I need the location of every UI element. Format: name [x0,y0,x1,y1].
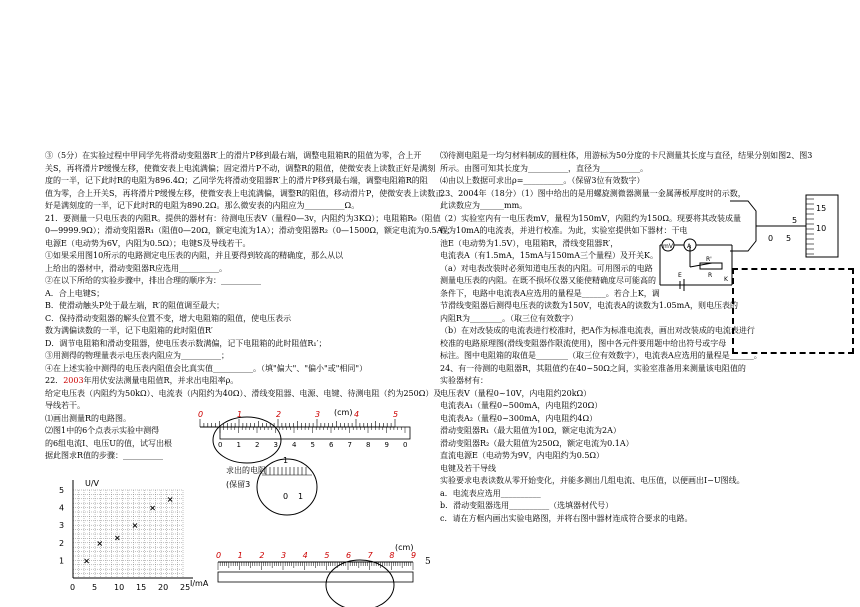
graph-ytick-label: 2 [59,538,65,548]
caliper1-vernier-tick: 8 [366,441,371,449]
left-line: 导线若干。 [45,401,85,410]
caliper2-main-tick: 1 [237,551,243,560]
caliper1-vernier-tick: 0 [403,441,408,449]
graph-xtick-label: 0 [70,583,76,592]
right-line: 池E（电动势为1.5V），电阻箱R，滑线变阻器R′， [440,238,619,248]
graph-xtick-label: 5 [92,583,98,592]
graph-xlabel: I/mA [190,579,209,588]
left-line: ②在以下所给的实验步骤中，排出合理的顺序为：__________ [45,276,261,285]
left-line: 好是满刻度的一半，记下此时R的电阻为890.2Ω。那么微安表的内阻应为__________Ω。 [45,201,360,210]
right-line: 校准的电路原理图(滑线变阻器作限流使用)，图中各元件要用题中给出符号或字母 [440,338,727,348]
page-number: 5 [425,557,431,567]
caliper1-vernier-tick: 4 [292,441,297,449]
circuit-label: E [678,272,682,279]
caliper1-main-tick: 3 [315,410,321,419]
caliper-figure-1 [190,405,420,510]
right-line: （a）对电表改装时必须知道电压表的内阻。可用图示的电路 [440,263,653,273]
graph-data-point: × [96,538,104,548]
graph-ytick-label: 5 [59,486,65,495]
right-line: （b）在对改装成的电流表进行校准时，把A作为标准电流表，画出对改装成的电流表进行 [440,326,755,335]
right-line: 条件下，电路中电流表A应选用的量程是______。若合上K，调 [440,288,660,298]
right-line: 标注。图中电阻箱的取值是________（取三位有效数字），电流表A应选用的量程是______。 [440,351,762,360]
graph-xtick-label: 25 [180,583,191,592]
micrometer-tick: 5 [786,234,792,243]
right-line: 测量电压表的内阻。在既不损坏仪器又能使精确度尽可能高的 [440,276,656,285]
right-line: ⑶待测电阻是一均匀材料制成的圆柱体，用游标为50分度的卡尺测量其长度与直径，结果分别如图2、图3 [440,151,813,160]
caliper-figure-2 [210,540,425,607]
caliper1-vernier-tick: 2 [255,441,260,449]
right-line: 23、2004年（18分）（1）图中给出的是用螺旋测微器测量一金属薄板厚度时的示数， [440,188,746,198]
left-line: ④在上述实验中测得的电压表内阻值会比真实值__________。（填"偏大"、"偏小"或"相同"） [45,363,368,373]
caliper1-main-tick: 0 [198,410,204,419]
graph-xtick-label: 10 [114,583,125,592]
caliper1-vernier-tick: 6 [329,441,334,449]
graph-data-point: × [131,521,139,531]
right-line: 内阻R为________。（取三位有效数字） [440,313,579,323]
micrometer-tick: 0 [768,234,774,243]
caliper2-main-tick: 3 [281,551,287,560]
right-line: 节滑线变阻器后测得电压表的读数为150V，电流表A的读数为1.05mA，则电压表的 [440,301,738,310]
micrometer-tick: 15 [816,204,827,213]
caliper1-main-tick: 1 [237,410,243,419]
left-line: B．使滑动触头P处于最左端，R′的阻值调至最大； [45,301,225,310]
left-line: A．合上电键S； [45,288,105,298]
caliper1-main-tick: 2 [276,410,282,419]
left-line: 关S，再将滑片P缓慢左移，使微安表上电流满偏；固定滑片P不动，调整R的阻值，使微安表上读数正好是满刻 [45,163,436,173]
graph-xtick-label: 20 [158,583,169,592]
left-line: ③（5分）在实验过程中甲同学先将滑动变阻器R′上的滑片P移到最右端，调整电阻箱R的阻值为零，合上开 [45,151,422,160]
left-line: ③用测得的物理量表示电压表内阻应为__________； [45,351,229,360]
left-line: 据此图求R值的步骤：__________ [45,451,164,460]
micrometer-tick: 5 [792,216,798,225]
right-line: （2）实验室内有一电压表mV，量程为150mV，内阻约为150Ω。现要将其改装成量 [440,213,741,223]
caliper2-unit: (cm) [395,543,414,552]
caliper2-main-tick: 9 [411,551,417,560]
caliper2-main-tick: 5 [324,551,330,560]
left-line: 22．2003年用伏安法测量电阻值R，并求出电阻率ρ。 [45,376,239,385]
caliper1-caption2: (保留3 [226,480,251,489]
right-line: 程为10mA的电流表，并进行校准。为此，实验室提供如下器材：干电 [440,226,688,235]
caliper2-zoom-circle [326,560,394,607]
graph-xtick-label: 15 [136,583,147,592]
caliper2-main-tick: 4 [302,551,308,560]
answer-box [732,268,854,354]
caliper2-main-tick: 0 [216,551,222,560]
right-line: 实验器材有： [440,376,488,385]
caliper1-caption: 求出的电阻 [226,466,266,475]
circuit-label: R' [706,256,712,263]
circuit-label: K [724,276,728,283]
right-line: 滑动变阻器R₂（最大阻值为250Ω，额定电流为0.1A） [440,438,634,448]
left-line: ⑴画出测量R的电路图。 [45,413,132,423]
left-line: 度的一半，记下此时R的电阻为896.4Ω；乙同学先将滑动变阻器R′上的滑片P移到最右端，调整电阻箱R的阻 [45,176,428,185]
left-line: 0—9999.9Ω）；滑动变阻器R₁（阻值0—20Ω，额定电流为1A）；滑动变阻器R₂（0—1500Ω，额定电流为0.5A）； [45,226,455,235]
graph-data-point: × [114,533,121,543]
left-line: C．保持滑动变阻器的解头位置不变，增大电阻箱的阻值，使电压表示 [45,313,292,323]
left-line: 值为零，合上开关S，再将滑片P缓慢左移，使微安表上电流满偏，调整R的阻值，移动滑片P，使微安表上读数正 [45,188,444,198]
caliper2-main-tick: 6 [346,551,352,560]
right-line: 电流表A₂（量程0~300mA，内电阻约4Ω） [440,413,598,423]
graph-data-point: × [149,503,156,513]
caliper2-main-tick: 7 [367,551,373,560]
caliper1-vernier-tick: 7 [347,441,352,449]
micrometer-tick: 10 [816,224,827,233]
right-line: 电流表A（有1.5mA，15mA与150mA三个量程）及开关K。 [440,251,659,260]
caliper1-main-tick: 5 [393,410,399,419]
caliper1-vernier-tick: 5 [310,441,315,449]
graph-ytick-label: 3 [59,521,65,531]
caliper1-vernier-tick: 1 [236,441,241,449]
left-line: 电源E（电动势为6V，内阻为0.5Ω）；电键S及导线若干。 [45,238,251,248]
ui-graph-figure [55,478,209,607]
graph-data-point: × [166,494,174,504]
left-line: 上给出的器材中，滑动变阻器R应选用__________。 [45,263,228,273]
left-line: ①如果采用图10所示的电路测定电压表的内阻，并且要得到较高的精确度，那么从以 [45,251,344,260]
graph-ytick-label: 4 [59,503,65,513]
right-line: 电键及若干导线 [440,463,496,473]
micrometer-figure [728,193,843,258]
graph-data-point: × [83,556,90,566]
left-line: 数为满偏读数的一半，记下电阻箱的此时阻值R′ [45,326,213,335]
right-line: 所示。由图可知其长度为__________，直径为__________。 [440,163,648,173]
graph-ytick-label: 1 [59,556,65,566]
left-line: ⑵图1中的6个点表示实验中测得 [45,426,160,435]
caliper1-vernier-tick: 3 [273,441,278,449]
right-line: 24、有一待测的电阻器R，其阻值约在40~50Ω之间，实验室准备用来测量该电阻值的 [440,363,746,373]
right-line: a．电流表应选用__________ [440,488,541,498]
circuit-label: mV [663,243,673,250]
right-line: 实验要求电表读数从零开始变化，并能多测出几组电流、电压值，以便画出I−U图线。 [440,476,745,485]
left-line: D．调节电阻箱和滑动变阻器，使电压表示数满偏，记下电阻箱的此时阻值R₁′； [45,338,327,348]
circuit-label: A [687,243,692,250]
right-line: 直流电源E（电动势为9V，内电阻约为0.5Ω） [440,451,605,460]
right-line: 电流表A₁（量程0~500mA，内电阻约20Ω） [440,401,603,410]
right-line: 滑动变阻器R₁（最大阻值为10Ω，额定电流为2A） [440,426,621,435]
caliper1-vernier-tick: 0 [218,441,223,449]
right-line: b．滑动变阻器选用__________（选填器材代号） [440,501,614,510]
left-line: 21．要测量一只电压表的内阻R。提供的器材有：待测电压表V（量程0—3v，内阻约为3KΩ）；电阻箱R₀（阻值 [45,213,441,223]
graph-ylabel: U/V [85,479,100,488]
caliper2-main-tick: 8 [389,551,395,560]
caliper1-unit: (cm) [334,408,353,417]
caliper1-vernier-tick: 9 [384,441,389,449]
right-line: ⑷由以上数据可求出ρ=__________。（保留3位有效数字） [440,176,645,185]
caliper1-zoom-tick: 1 [298,492,304,501]
right-line: 电压表V（量程0~10V，内电阻约20kΩ） [440,388,592,398]
right-line: 此读数应为______mm。 [440,201,528,210]
caliper1-zoom-tick: 0 [283,492,289,501]
circuit-figure [650,235,740,295]
left-line: 给定电压表（内阻约为50kΩ）、电流表（内阻约为40Ω）、滑线变阻器、电源、电键、待测电阻（约为250Ω）及 [45,388,442,398]
right-line: c．请在方框内画出实验电路图，并将右图中器材连成符合要求的电路。 [440,513,693,523]
left-line: 的6组电流I、电压U的值，试写出根 [45,438,172,448]
caliper1-main-tick: 4 [354,410,360,419]
caliper2-main-tick: 2 [259,551,265,560]
circuit-label: R [708,272,713,279]
caliper1-zoom-tick: 1 [283,456,289,465]
